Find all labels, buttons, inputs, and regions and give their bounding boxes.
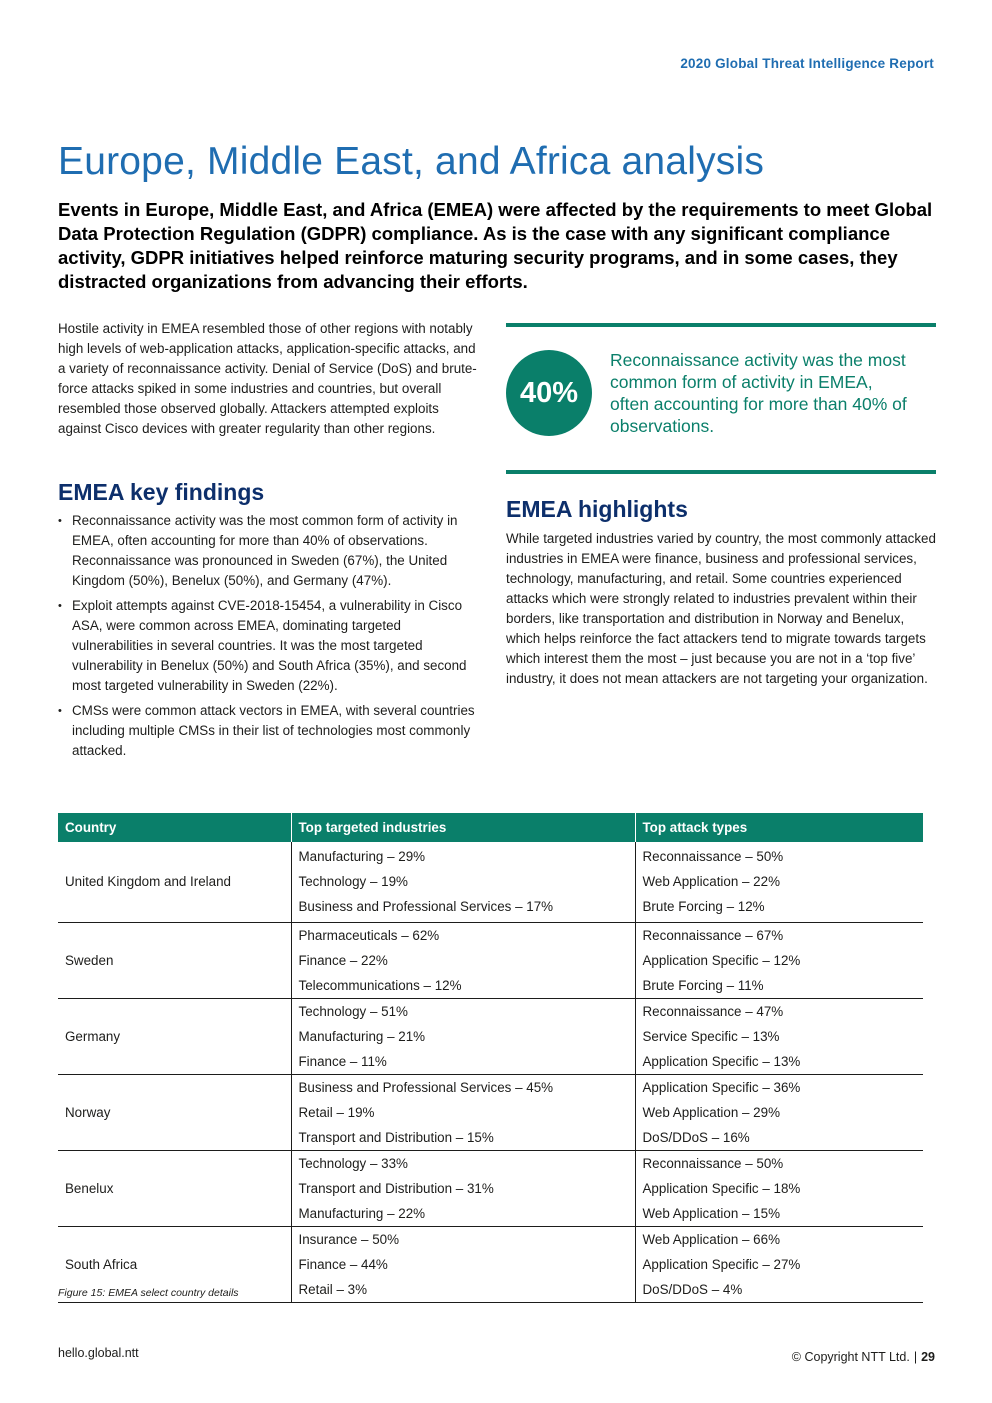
page-title: Europe, Middle East, and Africa analysis <box>58 140 765 183</box>
attack-entry: Web Application – 66% <box>642 1231 780 1247</box>
attacks-cell <box>635 842 923 922</box>
industry-entry: Business and Professional Services – 45% <box>298 1079 554 1095</box>
stat-callout-text: Reconnaissance activity was the most common form of activity in EMEA, often accounting for more than 40% of observations. <box>610 350 907 436</box>
attack-entry: Reconnaissance – 50% <box>642 1155 784 1171</box>
industry-entry: Technology – 51% <box>298 1003 408 1019</box>
country-cell: Norway <box>58 1074 291 1150</box>
stat-circle: 40% <box>506 350 592 436</box>
table-row <box>58 842 923 922</box>
findings-heading: EMEA key findings <box>58 479 265 505</box>
figure-caption: Figure 15: EMEA select country details <box>58 1287 239 1299</box>
attack-entry: Reconnaissance – 67% <box>642 927 784 943</box>
country-cell: United Kingdom and Ireland <box>58 842 291 922</box>
attack-entry: Brute Forcing – 11% <box>642 977 764 993</box>
attack-entry: DoS/DDoS – 4% <box>642 1281 743 1297</box>
intro-paragraph: Hostile activity in EMEA resembled those of other regions with notably high levels of web-application attacks, application-specific attacks, and a variety of reconnaissance activity. Denial of Service (DoS) and brute-force attacks spiked in some industries and countries, but overall resembled those observed globally. Attackers attempted exploits against Cisco devices with greater regularity than other regions. <box>58 321 477 436</box>
table-row <box>58 1150 923 1226</box>
attack-entry: Application Specific – 36% <box>642 1079 801 1095</box>
table-row <box>58 922 923 998</box>
findings-list <box>58 511 482 766</box>
finding-text: Exploit attempts against CVE-2018-15454, a vulnerability in Cisco ASA, were common across EMEA, dominating targeted vulnerabilities in several countries. It was the most targeted vulnerability in Benelux (50%) and South Africa (35%), and second most targeted vulnerability in Sweden (22%). <box>72 598 467 693</box>
copyright-text: © Copyright NTT Ltd. <box>791 1350 910 1364</box>
attack-entry: Service Specific – 13% <box>642 1028 780 1044</box>
country-cell: Sweden <box>58 922 291 998</box>
industry-entry: Manufacturing – 22% <box>298 1205 426 1221</box>
highlights-paragraph: While targeted industries varied by country, the most commonly attacked industries in EMEA were finance, business and professional services, technology, manufacturing, and retail. Some countries experienced attacks which were strongly related to industries prevalent within their borders, like transportation and distribution in Norway and Benelux, which helps reinforce the fact attackers tend to migrate towards targets which interest them the most – just because you are not in a ‘top five’ industry, it does not mean attackers are not targeting your organization. <box>506 531 936 686</box>
industry-entry: Transport and Distribution – 15% <box>298 1129 494 1145</box>
industry-entry: Business and Professional Services – 17% <box>298 899 554 915</box>
industry-entry: Manufacturing – 29% <box>298 849 426 865</box>
industry-entry: Technology – 19% <box>298 874 408 890</box>
attacks-cell <box>635 998 923 1074</box>
lead-paragraph: Events in Europe, Middle East, and Africa (EMEA) were affected by the requirements to meet Global Data Protection Regulation (GDPR) compliance. As is the case with any significant compliance activity, GDPR initiatives helped reinforce maturing security programs, and in some cases, they distracted organizations from advancing their efforts. <box>58 199 933 292</box>
footer-copyright <box>792 1350 935 1364</box>
list-item <box>58 701 482 761</box>
attack-entry: Application Specific – 18% <box>642 1180 801 1196</box>
industries-cell <box>291 922 635 998</box>
page-number: 29 <box>921 1350 935 1364</box>
attack-entry: Brute Forcing – 12% <box>642 899 765 915</box>
footer-separator: | <box>913 1350 918 1364</box>
attack-entry: Web Application – 29% <box>642 1104 780 1120</box>
attacks-cell <box>635 1074 923 1150</box>
industry-entry: Finance – 22% <box>298 952 388 968</box>
industry-entry: Technology – 33% <box>298 1155 408 1171</box>
table-row <box>58 998 923 1074</box>
list-item <box>58 511 482 591</box>
attack-entry: Application Specific – 27% <box>642 1256 801 1272</box>
table-header-row <box>58 813 923 842</box>
industry-entry: Finance – 44% <box>298 1256 388 1272</box>
industries-cell <box>291 1226 635 1302</box>
attacks-cell <box>635 1226 923 1302</box>
industry-entry: Manufacturing – 21% <box>298 1028 426 1044</box>
bullet-icon: • <box>58 515 62 527</box>
attack-entry: Application Specific – 13% <box>642 1053 801 1069</box>
industries-cell <box>291 1150 635 1226</box>
attack-entry: DoS/DDoS – 16% <box>642 1129 750 1145</box>
industries-cell <box>291 998 635 1074</box>
country-cell: Benelux <box>58 1150 291 1226</box>
attacks-cell <box>635 1150 923 1226</box>
country-cell: South Africa <box>58 1226 291 1302</box>
bullet-icon: • <box>58 705 62 717</box>
list-item <box>58 596 482 696</box>
table-row <box>58 1074 923 1150</box>
highlights-heading: EMEA highlights <box>506 496 688 522</box>
industry-entry: Transport and Distribution – 31% <box>298 1180 494 1196</box>
industry-entry: Pharmaceuticals – 62% <box>298 927 440 943</box>
industries-cell <box>291 842 635 922</box>
attack-entry: Web Application – 15% <box>642 1205 780 1221</box>
country-cell: Germany <box>58 998 291 1074</box>
attack-entry: Web Application – 22% <box>642 874 780 890</box>
industry-entry: Retail – 19% <box>298 1104 375 1120</box>
stat-callout <box>506 323 936 474</box>
column-header-country: Country <box>58 813 291 842</box>
report-title: 2020 Global Threat Intelligence Report <box>680 56 934 71</box>
industry-entry: Retail – 3% <box>298 1281 367 1297</box>
bullet-icon: • <box>58 600 62 612</box>
finding-text: Reconnaissance activity was the most common form of activity in EMEA, often accounting for more than 40% of observations. Reconnaissance was pronounced in Sweden (67%), the United Kingdom (50%), Benelux (50%), and Germany (47%). <box>72 513 458 588</box>
country-details-table <box>58 813 923 1303</box>
attack-entry: Application Specific – 12% <box>642 952 801 968</box>
finding-text: CMSs were common attack vectors in EMEA, with several countries including multiple CMSs in their list of technologies most commonly attacked. <box>72 703 475 758</box>
footer-website-link[interactable]: hello.global.ntt <box>58 1346 139 1360</box>
industry-entry: Finance – 11% <box>298 1053 387 1069</box>
attack-entry: Reconnaissance – 50% <box>642 849 784 865</box>
attack-entry: Reconnaissance – 47% <box>642 1003 784 1019</box>
industries-cell <box>291 1074 635 1150</box>
industry-entry: Telecommunications – 12% <box>298 977 462 993</box>
industry-entry: Insurance – 50% <box>298 1231 399 1247</box>
column-header-attacks: Top attack types <box>635 813 923 842</box>
column-header-industries: Top targeted industries <box>291 813 635 842</box>
attacks-cell <box>635 922 923 998</box>
